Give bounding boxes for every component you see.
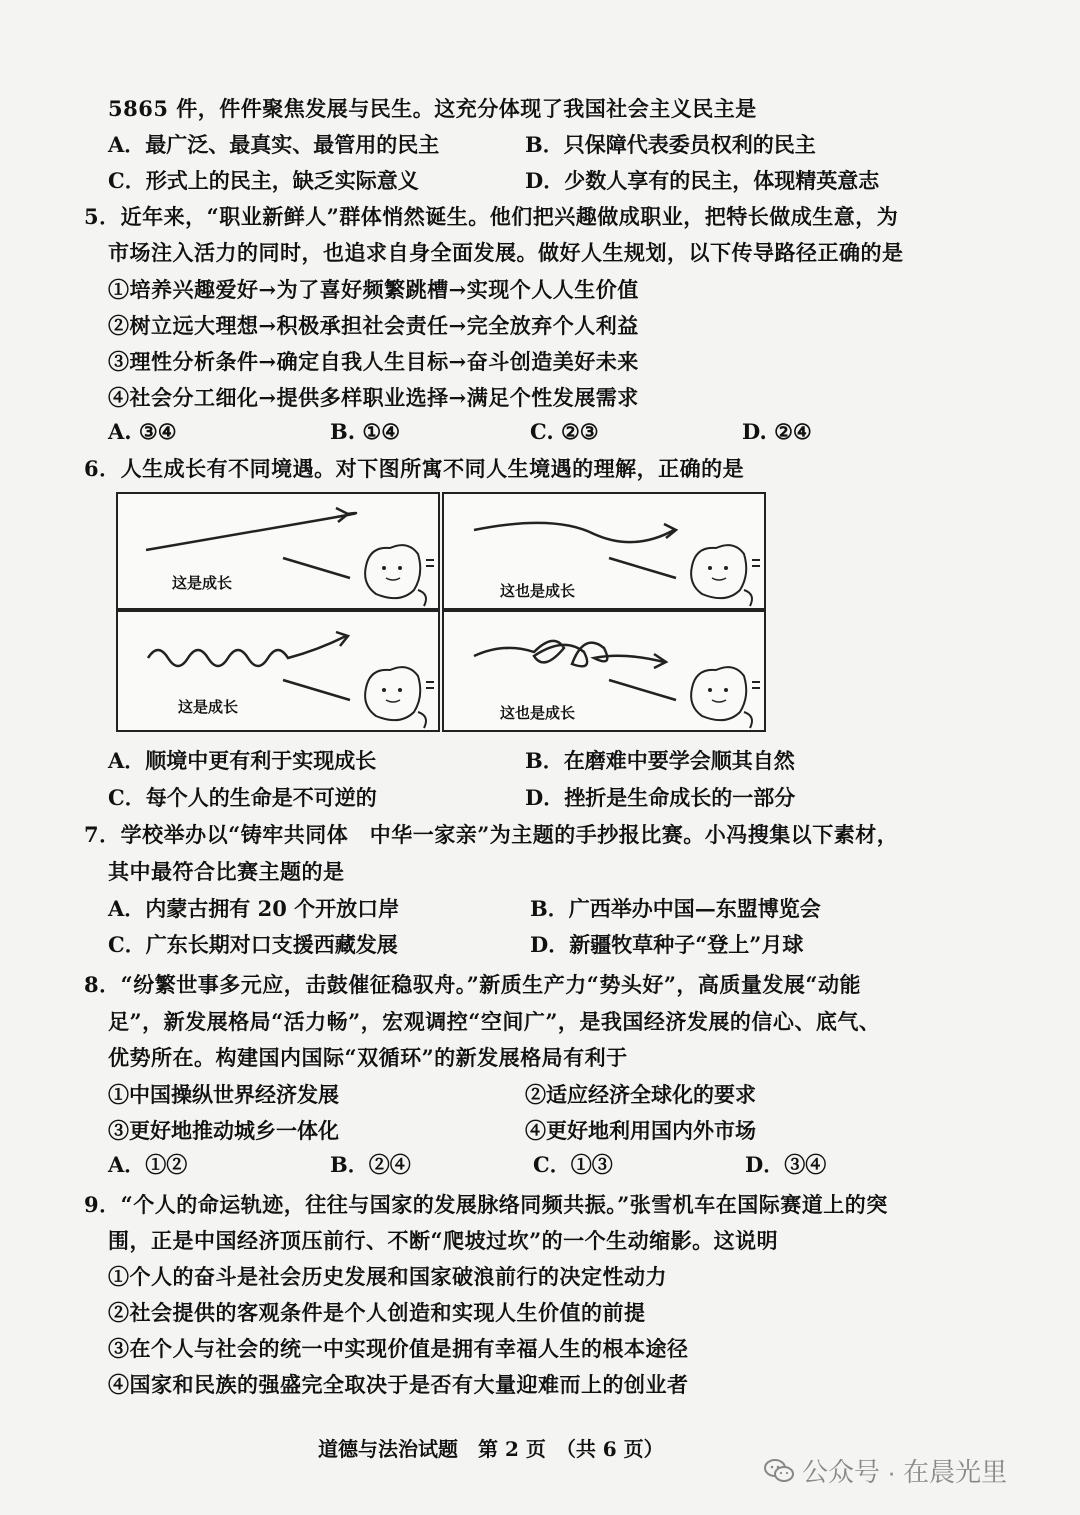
wechat-icon bbox=[764, 1458, 794, 1484]
q8-statement-1: ①中国操纵世界经济发展 bbox=[108, 1082, 339, 1107]
q6-option-a: A．顺境中更有利于实现成长 bbox=[108, 748, 377, 773]
watermark bbox=[764, 1452, 1007, 1489]
q5-stem-line1: 5．近年来，“职业新鲜人”群体悄然诞生。他们把兴趣做成职业，把特长做成生意，为 bbox=[84, 204, 899, 229]
q8-option-d: D．③④ bbox=[745, 1152, 827, 1177]
q8-option-b: B．②④ bbox=[330, 1152, 411, 1177]
q4-option-c: C．形式上的民主，缺乏实际意义 bbox=[108, 168, 419, 193]
q9-statement-4: ④国家和民族的强盛完全取决于是否有大量迎难而上的创业者 bbox=[108, 1372, 689, 1397]
q9-stem-line1: 9．“个人的命运轨迹，往往与国家的发展脉络同频共振。”张雪机车在国际赛道上的突 bbox=[84, 1192, 888, 1217]
q5-option-c: C. ②③ bbox=[530, 419, 599, 444]
comic-caption-4: 这也是成长 bbox=[500, 704, 576, 722]
q4-stem: 5865 件，件件聚焦发展与民生。这充分体现了我国社会主义民主是 bbox=[108, 96, 757, 121]
q6-option-d: D．挫折是生命成长的一部分 bbox=[525, 785, 796, 810]
q8-statement-3: ③更好地推动城乡一体化 bbox=[108, 1118, 339, 1143]
q4-option-d: D．少数人享有的民主，体现精英意志 bbox=[525, 168, 880, 193]
q6-option-c: C．每个人的生命是不可逆的 bbox=[108, 785, 377, 810]
q6-option-b: B．在磨难中要学会顺其自然 bbox=[525, 748, 795, 773]
watermark-text: 公众号 · 在晨光里 bbox=[802, 1457, 1008, 1487]
q8-stem-line1: 8．“纷繁世事多元应，击鼓催征稳驭舟。”新质生产力“势头好”，高质量发展“动能 bbox=[84, 972, 862, 997]
comic-drawing-3 bbox=[118, 612, 438, 730]
q7-option-d: D．新疆牧草种子“登上”月球 bbox=[530, 932, 804, 957]
q8-stem-line2: 足”，新发展格局“活力畅”，宏观调控“空间广”，是我国经济发展的信心、底气、 bbox=[108, 1009, 881, 1034]
comic-panel-4 bbox=[442, 610, 766, 732]
comic-caption-1: 这是成长 bbox=[172, 574, 233, 592]
q7-option-c: C．广东长期对口支援西藏发展 bbox=[108, 932, 398, 957]
comic-panel-3 bbox=[116, 610, 440, 732]
q5-statement-4: ④社会分工细化→提供多样职业选择→满足个性发展需求 bbox=[108, 385, 639, 410]
q7-stem-line2: 其中最符合比赛主题的是 bbox=[108, 859, 345, 884]
comic-caption-3: 这是成长 bbox=[178, 698, 239, 716]
comic-panel-1 bbox=[116, 492, 440, 610]
page-footer: 道德与法治试题 第 2 页 （共 6 页） bbox=[318, 1437, 664, 1461]
q4-option-a: A．最广泛、最真实、最管用的民主 bbox=[108, 132, 440, 157]
comic-panel-2 bbox=[442, 492, 766, 610]
q9-stem-line2: 围，正是中国经济顶压前行、不断“爬坡过坎”的一个生动缩影。这说明 bbox=[108, 1228, 779, 1253]
comic-drawing-4 bbox=[444, 612, 764, 730]
q9-statement-2: ②社会提供的客观条件是个人创造和实现人生价值的前提 bbox=[108, 1300, 646, 1325]
q8-option-c: C．①③ bbox=[533, 1152, 613, 1177]
q6-stem: 6．人生成长有不同境遇。对下图所寓不同人生境遇的理解，正确的是 bbox=[84, 456, 745, 481]
q5-stem-line2: 市场注入活力的同时，也追求自身全面发展。做好人生规划，以下传导路径正确的是 bbox=[108, 240, 904, 265]
comic-drawing-1 bbox=[118, 494, 438, 608]
q7-stem-line1: 7．学校举办以“铸牢共同体 中华一家亲”为主题的手抄报比赛。小冯搜集以下素材， bbox=[84, 822, 899, 847]
q8-statement-2: ②适应经济全球化的要求 bbox=[525, 1082, 756, 1107]
comic-drawing-2 bbox=[444, 494, 764, 608]
q8-statement-4: ④更好地利用国内外市场 bbox=[525, 1118, 756, 1143]
comic-caption-2: 这也是成长 bbox=[500, 582, 576, 600]
q5-statement-3: ③理性分析条件→确定自我人生目标→奋斗创造美好未来 bbox=[108, 349, 639, 374]
q8-option-a: A．①② bbox=[108, 1152, 188, 1177]
q5-option-d: D. ②④ bbox=[742, 419, 812, 444]
q5-option-b: B. ①④ bbox=[330, 419, 401, 444]
q9-statement-3: ③在个人与社会的统一中实现价值是拥有幸福人生的根本途径 bbox=[108, 1336, 689, 1361]
q4-option-b: B．只保障代表委员权利的民主 bbox=[525, 132, 816, 157]
q9-statement-1: ①个人的奋斗是社会历史发展和国家破浪前行的决定性动力 bbox=[108, 1264, 667, 1289]
q7-option-b: B．广西举办中国—东盟博览会 bbox=[530, 896, 821, 921]
q5-option-a: A. ③④ bbox=[108, 419, 177, 444]
q8-stem-line3: 优势所在。构建国内国际“双循环”的新发展格局有利于 bbox=[108, 1045, 628, 1070]
q5-statement-2: ②树立远大理想→积极承担社会责任→完全放弃个人利益 bbox=[108, 313, 639, 338]
q7-option-a: A．内蒙古拥有 20 个开放口岸 bbox=[108, 896, 400, 921]
q5-statement-1: ①培养兴趣爱好→为了喜好频繁跳槽→实现个人人生价值 bbox=[108, 277, 639, 302]
